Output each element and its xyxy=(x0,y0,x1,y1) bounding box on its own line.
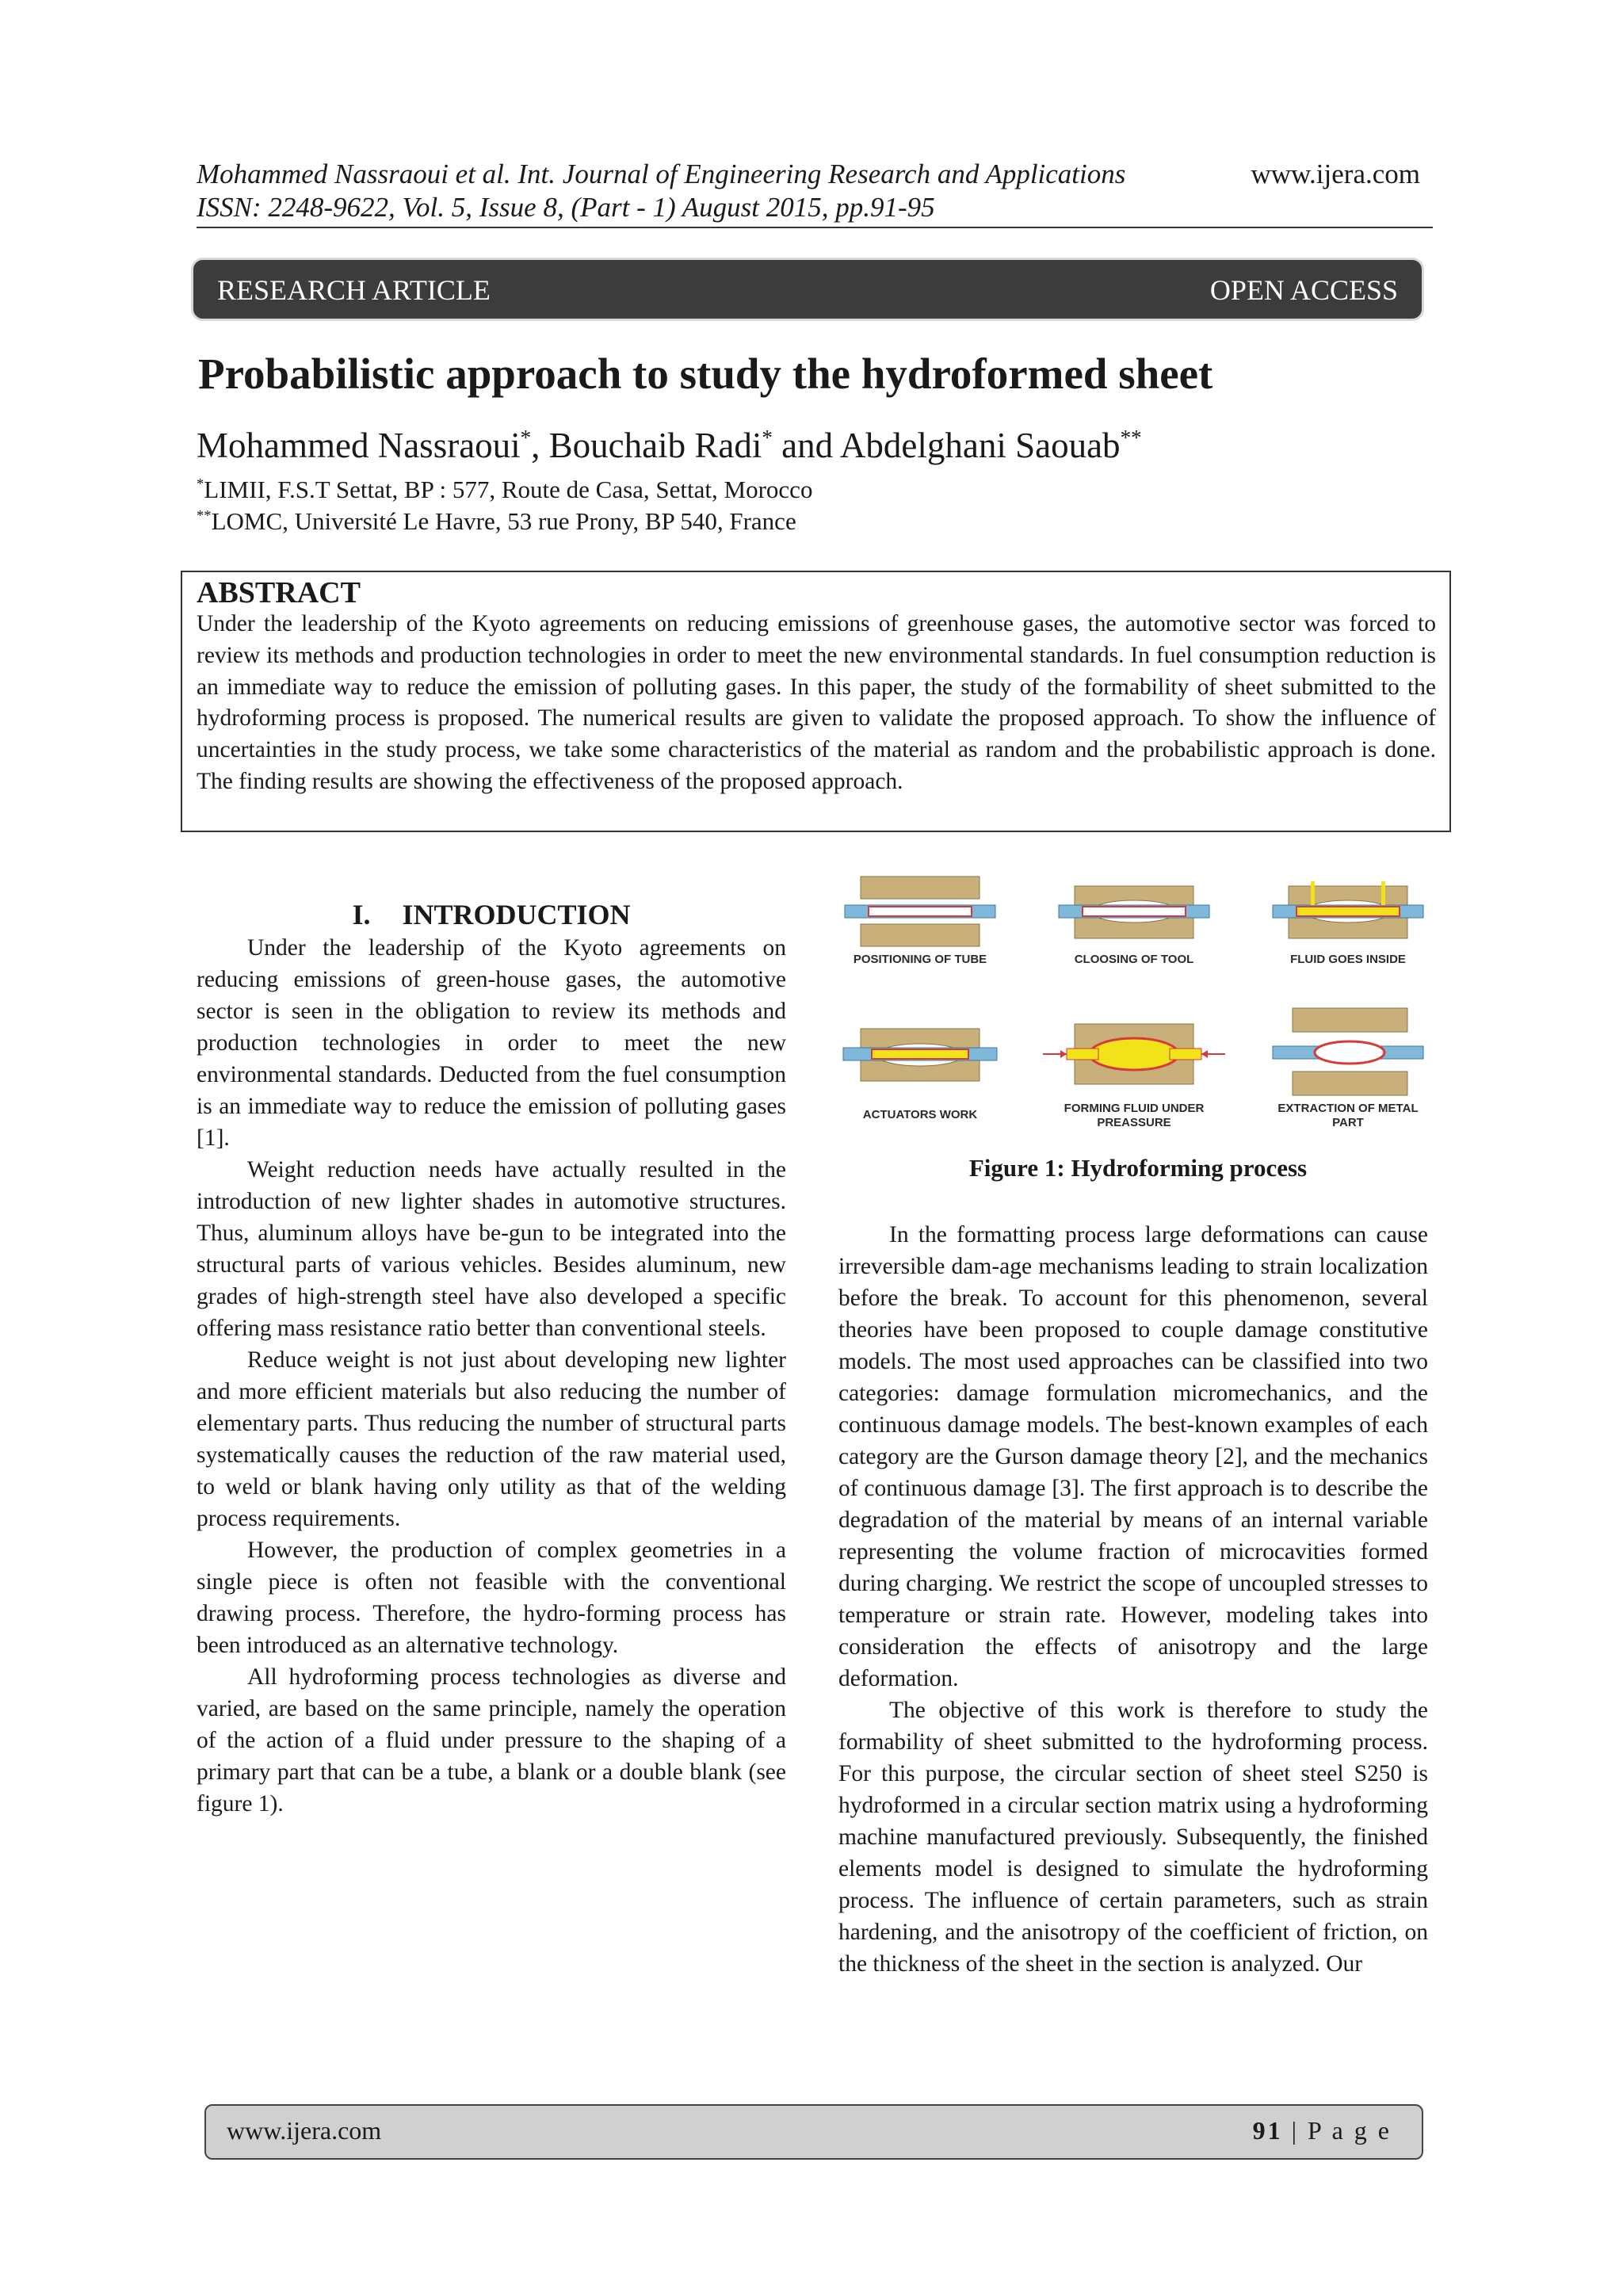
abstract-text: Under the leadership of the Kyoto agreements on reducing emissions of greenhouse gases, the automotive sector was forced to review its methods and production technologies in order to meet the new environmental standards. In fuel consumption reduction is an immediate way to reduce the emission of polluting gases. In this paper, the study of the formability of sheet submitted to the hydroforming process is proposed. The numerical results are given to validate the proposed approach. To show the influence of uncertainties in the study process, we take some characteristics of the material as random and the probabilistic approach is done. The finding results are showing the effectiveness of the proposed approach. xyxy=(197,611,1436,794)
author-name: Mohammed Nassraoui xyxy=(197,426,521,465)
paragraph: Weight reduction needs have actually resulted in the introduction of new lighter shades in automotive structures. Thus, aluminum alloys have be-gun to be integrated into the structural parts of various vehicles. Besides aluminum, new grades of high-strength steel have also developed a specific offering mass resistance ratio better than conventional steels. xyxy=(197,1157,786,1341)
right-column xyxy=(838,1219,1428,1980)
step-fluid-illustration xyxy=(1273,881,1423,938)
step-label: FLUID GOES INSIDE xyxy=(1290,953,1406,966)
affiliation-mark: * xyxy=(762,426,773,449)
step-label: ACTUATORS WORK xyxy=(862,1108,978,1121)
abstract-heading: ABSTRACT xyxy=(197,576,361,609)
article-type-banner xyxy=(193,260,1422,319)
paragraph: In the formatting process large deformations can cause irreversible dam-age mechanisms leading to strain localization before the break. To account for this phenomenon, several theories have been proposed to couple damage constitutive models. The most used approaches can be classified into two categories: damage formulation micromechanics, and the continuous damage models. The best-known examples of each category are the Gurson damage theory [2], and the mechanics of continuous damage [3]. The first approach is to describe the degradation of the material by means of an internal variable representing the volume fraction of microcavities formed during charging. We restrict the scope of uncoupled stresses to temperature or strain rate. However, modeling takes into consideration the effects of anisotropy and the large deformation. xyxy=(838,1222,1428,1691)
step-positioning-illustration xyxy=(845,877,995,946)
paragraph: However, the production of complex geometries in a single piece is often not feasible with the conventional drawing process. Therefore, the hydro-forming process has been introduced as an alternative technology. xyxy=(197,1538,786,1658)
affiliation-text: LIMII, F.S.T Settat, BP : 577, Route de Casa, Settat, Morocco xyxy=(204,476,813,503)
section-heading xyxy=(197,899,786,930)
author-name: and Abdelghani Saouab xyxy=(772,426,1121,465)
research-article-label: RESEARCH ARTICLE xyxy=(217,274,491,306)
journal-citation: Mohammed Nassraoui et al. Int. Journal of Engineering Research and Applications xyxy=(197,159,1126,189)
figure-hydroforming-process xyxy=(837,865,1455,1151)
left-column xyxy=(197,899,786,1820)
step-extraction-illustration xyxy=(1273,1008,1423,1095)
step-label: FORMING FLUID UNDER PREASSURE xyxy=(1064,1102,1205,1129)
paragraph: All hydroforming process technologies as diverse and varied, are based on the same principle, namely the operation of the action of a fluid under pressure to the shaping of a primary part that can be a tube, a blank or a double blank (see figure 1). xyxy=(197,1664,786,1817)
step-actuators-illustration xyxy=(843,1029,997,1081)
step-forming-illustration xyxy=(1043,1024,1225,1084)
paragraph: Reduce weight is not just about developing new lighter and more efficient materials but also reducing the number of elementary parts. Thus reducing the number of structural parts systematically causes the reduction of the raw material used, to weld or blank having only utility as that of the welding process requirements. xyxy=(197,1347,786,1531)
issn-line: ISSN: 2248-9622, Vol. 5, Issue 8, (Part - 1) August 2015, pp.91-95 xyxy=(197,192,935,223)
journal-url[interactable]: www.ijera.com xyxy=(1251,159,1420,189)
figure-caption: Figure 1: Hydroforming process xyxy=(968,1154,1308,1182)
step-label: EXTRACTION OF METAL PART xyxy=(1277,1102,1419,1129)
section-title: INTRODUCTION xyxy=(402,899,631,930)
paper-title: Probabilistic approach to study the hydroformed sheet xyxy=(198,350,1213,398)
step-label: POSITIONING OF TUBE xyxy=(853,953,987,966)
page-word: | P a g e xyxy=(1282,2116,1392,2145)
open-access-label: OPEN ACCESS xyxy=(1209,274,1398,306)
page-number-value: 91 xyxy=(1252,2116,1283,2145)
author-list xyxy=(197,425,1142,466)
affiliation-mark: ** xyxy=(1120,426,1142,449)
affiliation-mark: * xyxy=(520,426,532,449)
page-footer xyxy=(204,2104,1423,2160)
author-name: , Bouchaib Radi xyxy=(531,426,762,465)
affiliation-mark: ** xyxy=(197,507,212,525)
step-closing-illustration xyxy=(1059,886,1209,938)
paragraph: The objective of this work is therefore to study the formability of sheet submitted to the hydroforming process. For this purpose, the circular section of sheet steel S250 is hydroformed in a circular section matrix using a hydroforming machine manufactured previously. Subsequently, the finished elements model is designed to simulate the hydroforming process. The influence of certain parameters, such as strain hardening, and the anisotropy of the coefficient of friction, on the thickness of the sheet in the section is analyzed. Our xyxy=(838,1698,1428,1977)
footer-url[interactable]: www.ijera.com xyxy=(227,2116,382,2145)
affiliation xyxy=(197,507,796,536)
section-number: I. xyxy=(352,899,371,930)
affiliation-mark: * xyxy=(197,476,204,493)
affiliation-text: LOMC, Université Le Havre, 53 rue Prony, BP 540, France xyxy=(211,507,796,535)
step-label: CLOOSING OF TOOL xyxy=(1074,953,1194,966)
page-number xyxy=(1253,2116,1392,2145)
affiliation xyxy=(197,476,812,504)
paragraph: Under the leadership of the Kyoto agreements on reducing emissions of green-house gases, the automotive sector is seen in the obligation to review its methods and production technologies in order to meet the new environmental standards. Deducted from the fuel consumption is an immediate way to reduce the emission of polluting gases [1]. xyxy=(197,935,786,1151)
header-rule xyxy=(197,227,1433,228)
